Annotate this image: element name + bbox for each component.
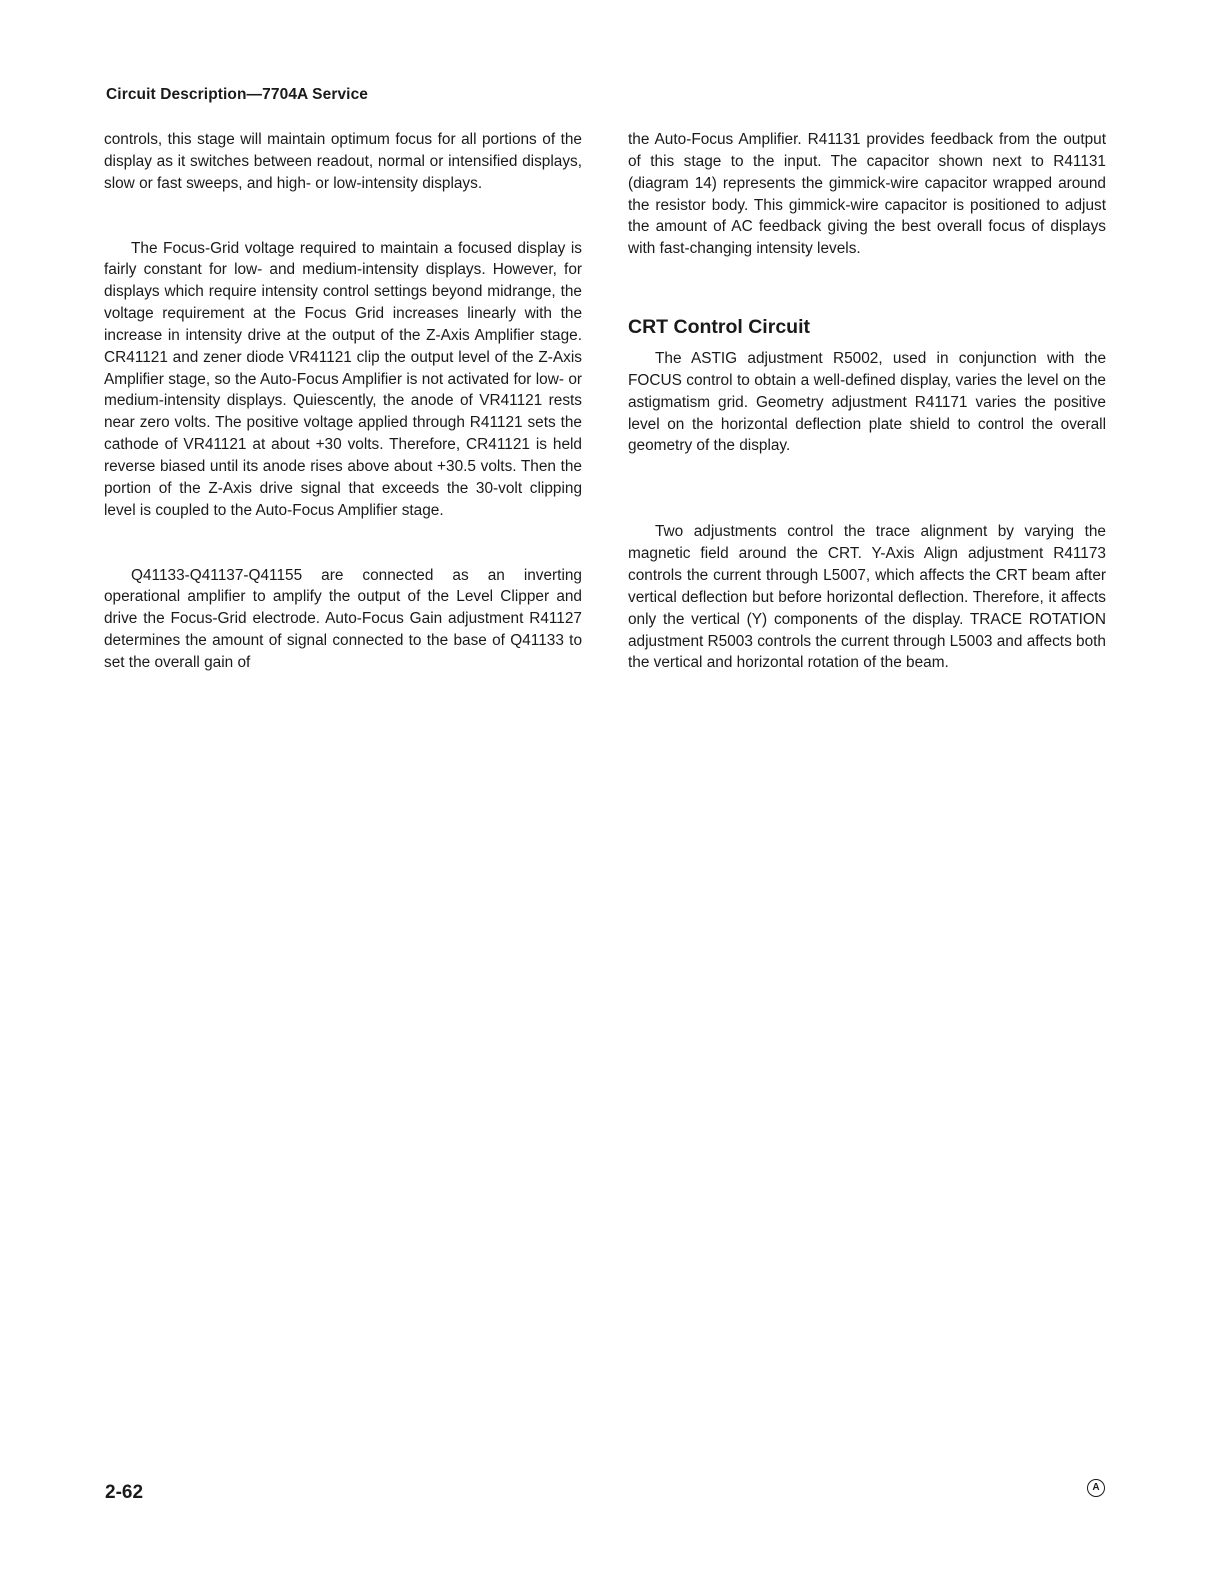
running-header: Circuit Description—7704A Service <box>106 86 369 103</box>
paragraph-focus-continuation: controls, this stage will maintain optimum focus for all portions of the display as it switches between readout, normal or intensified displays, slow or fast sweeps, and high- or low-intensity displays. <box>104 131 582 192</box>
left-column <box>104 129 582 674</box>
section-heading-wrap <box>628 314 1106 340</box>
right-column <box>628 129 1106 674</box>
paragraph-trace-alignment: Two adjustments control the trace alignment by varying the magnetic field around the CRT. Y-Axis Align adjustment R41173 controls the current through L5007, which affects the CRT beam after vertical deflection but before horizontal deflection. Therefore, it affects only the vertical (Y) components of the display. TRACE ROTATION adjustment R5003 controls the current through L5003 and affects both the vertical and horizontal rotation of the beam. <box>628 523 1106 672</box>
paragraph-operational-amplifier: Q41133-Q41137-Q41155 are connected as an inverting operational amplifier to amplify the output of the Level Clipper and drive the Focus-Grid electrode. Auto-Focus Gain adjustment R41127 determines the amount of signal connected to the base of Q41133 to set the overall gain of <box>104 566 582 671</box>
section-heading-crt-control: CRT Control Circuit <box>628 316 810 339</box>
paragraph-auto-focus-feedback: the Auto-Focus Amplifier. R41131 provides feedback from the output of this stage to the input. The capacitor shown next to R41131 (diagram 14) represents the gimmick-wire capacitor wrapped around the resistor body. This gimmick-wire capacitor is positioned to adjust the amount of AC feedback giving the best overall focus of displays with fast-changing intensity levels. <box>628 131 1106 258</box>
page-number: 2-62 <box>105 1482 144 1503</box>
paragraph-astig-adjustment: The ASTIG adjustment R5002, used in conjunction with the FOCUS control to obtain a well-defined display, varies the level on the astigmatism grid. Geometry adjustment R41171 varies the positive level on the horizontal deflection plate shield to control the overall geometry of the display. <box>628 350 1106 455</box>
revision-mark: A <box>1087 1479 1105 1497</box>
paragraph-focus-grid-voltage: The Focus-Grid voltage required to maintain a focused display is fairly constant for low- and medium-intensity displays. However, for displays which require intensity control settings beyond midrange, the voltage requirement at the Focus Grid increases linearly with the increase in intensity drive at the output of the Z-Axis Amplifier stage. CR41121 and zener diode VR41121 clip the output level of the Z-Axis Amplifier stage, so the Auto-Focus Amplifier is not activated for low- or medium-intensity displays. Quiescently, the anode of VR41121 rests near zero volts. The positive voltage applied through R41121 sets the cathode of VR41121 at about +30 volts. Therefore, CR41121 is held reverse biased until its anode rises above about +30.5 volts. Then the portion of the Z-Axis drive signal that exceeds the 30-volt clipping level is coupled to the Auto-Focus Amplifier stage. <box>104 239 582 519</box>
